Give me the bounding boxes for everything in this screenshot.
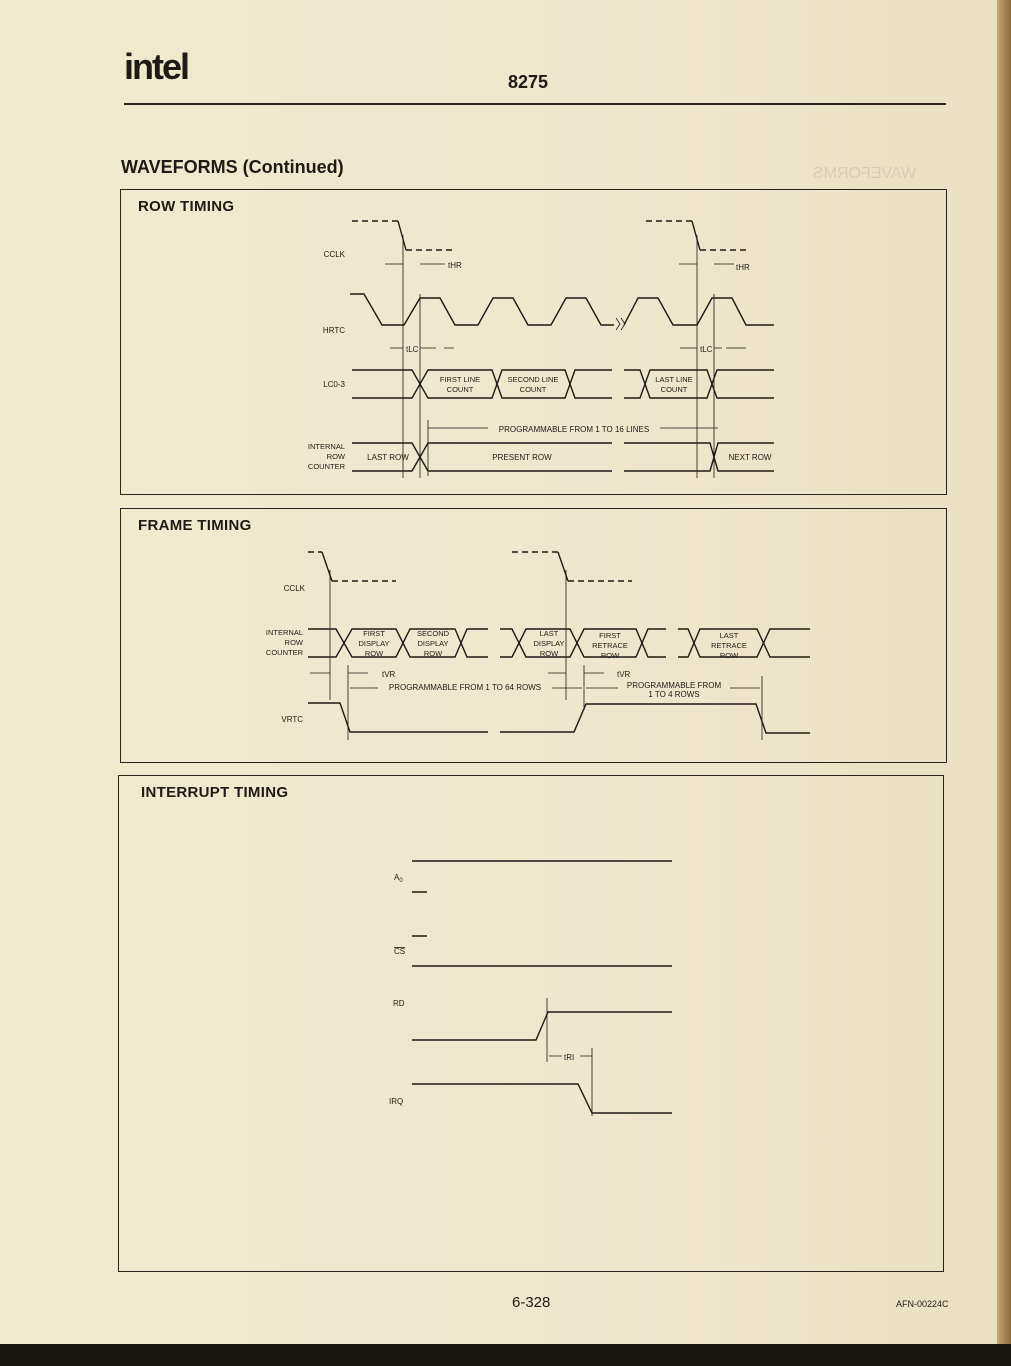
page-number: 6-328	[512, 1294, 551, 1311]
tri-label: tRI	[564, 1053, 575, 1062]
frame-state-label: FIRST RETRACE ROW	[592, 631, 628, 660]
frame-state-label: LAST DISPLAY ROW	[533, 629, 565, 658]
frame-timing-title: FRAME TIMING	[138, 517, 252, 534]
lc-state-label: LAST LINE COUNT	[655, 375, 693, 394]
a0-waveform	[412, 861, 672, 892]
irq-label: IRQ	[389, 1097, 404, 1106]
cclk-waveform-2	[692, 221, 700, 250]
display-range-label: PROGRAMMABLE FROM 1 TO 64 ROWS	[388, 683, 542, 692]
lc-state-label: SECOND LINE COUNT	[507, 375, 559, 394]
frame-state-label: FIRST DISPLAY ROW	[358, 629, 390, 658]
doc-number: 8275	[508, 72, 549, 92]
lc-bus	[352, 370, 774, 398]
frame-cclk-label: CCLK	[283, 584, 305, 593]
frame-cclk-waveform	[558, 552, 568, 581]
vrtc-label: VRTC	[281, 715, 303, 724]
thr-label: tHR	[448, 261, 462, 270]
vrtc-waveform	[308, 703, 810, 733]
irc-label: INTERNAL ROW COUNTER	[307, 442, 345, 471]
tlc-label: tLC	[406, 345, 419, 354]
cs-label: CS	[394, 947, 406, 956]
rd-label: RD	[393, 999, 405, 1008]
frame-irc-label: INTERNAL ROW COUNTER	[265, 628, 303, 657]
cs-waveform	[412, 936, 672, 966]
tvr-label: tVR	[617, 670, 631, 679]
irq-waveform	[412, 1084, 672, 1113]
row-timing-title: ROW TIMING	[138, 198, 235, 215]
thr-label: tHR	[736, 263, 750, 272]
hrtc-waveform	[350, 294, 774, 325]
section-title: WAVEFORMS (Continued)	[121, 157, 344, 177]
break-mark	[616, 318, 625, 330]
rd-waveform	[412, 1012, 672, 1040]
interrupt-timing-title: INTERRUPT TIMING	[141, 784, 289, 801]
tvr-label: tVR	[382, 670, 396, 679]
row-state-label: PRESENT ROW	[492, 453, 552, 462]
frame-state-label: LAST RETRACE ROW	[711, 631, 747, 660]
lc-label: LC0-3	[323, 380, 345, 389]
show-through-text: WAVEFORMS	[813, 165, 917, 182]
frame-cclk-waveform	[322, 552, 332, 581]
frame-state-label: SECOND DISPLAY ROW	[416, 629, 450, 658]
row-state-label: NEXT ROW	[728, 453, 772, 462]
a0-label: $A_0$	[394, 873, 403, 884]
figure-code: AFN-00224C	[896, 1299, 949, 1309]
tlc-label: tLC	[700, 345, 713, 354]
intel-logo: intel	[124, 46, 189, 87]
row-state-label: LAST ROW	[367, 453, 409, 462]
cclk-label: CCLK	[323, 250, 345, 259]
lc-bus	[352, 370, 774, 398]
retrace-range-label: PROGRAMMABLE FROM 1 TO 4 ROWS	[626, 681, 722, 699]
lc-state-label: FIRST LINE COUNT	[439, 375, 481, 394]
hrtc-label: HRTC	[322, 326, 345, 335]
row-range-label: PROGRAMMABLE FROM 1 TO 16 LINES	[498, 425, 650, 434]
cclk-waveform-1	[398, 221, 406, 250]
